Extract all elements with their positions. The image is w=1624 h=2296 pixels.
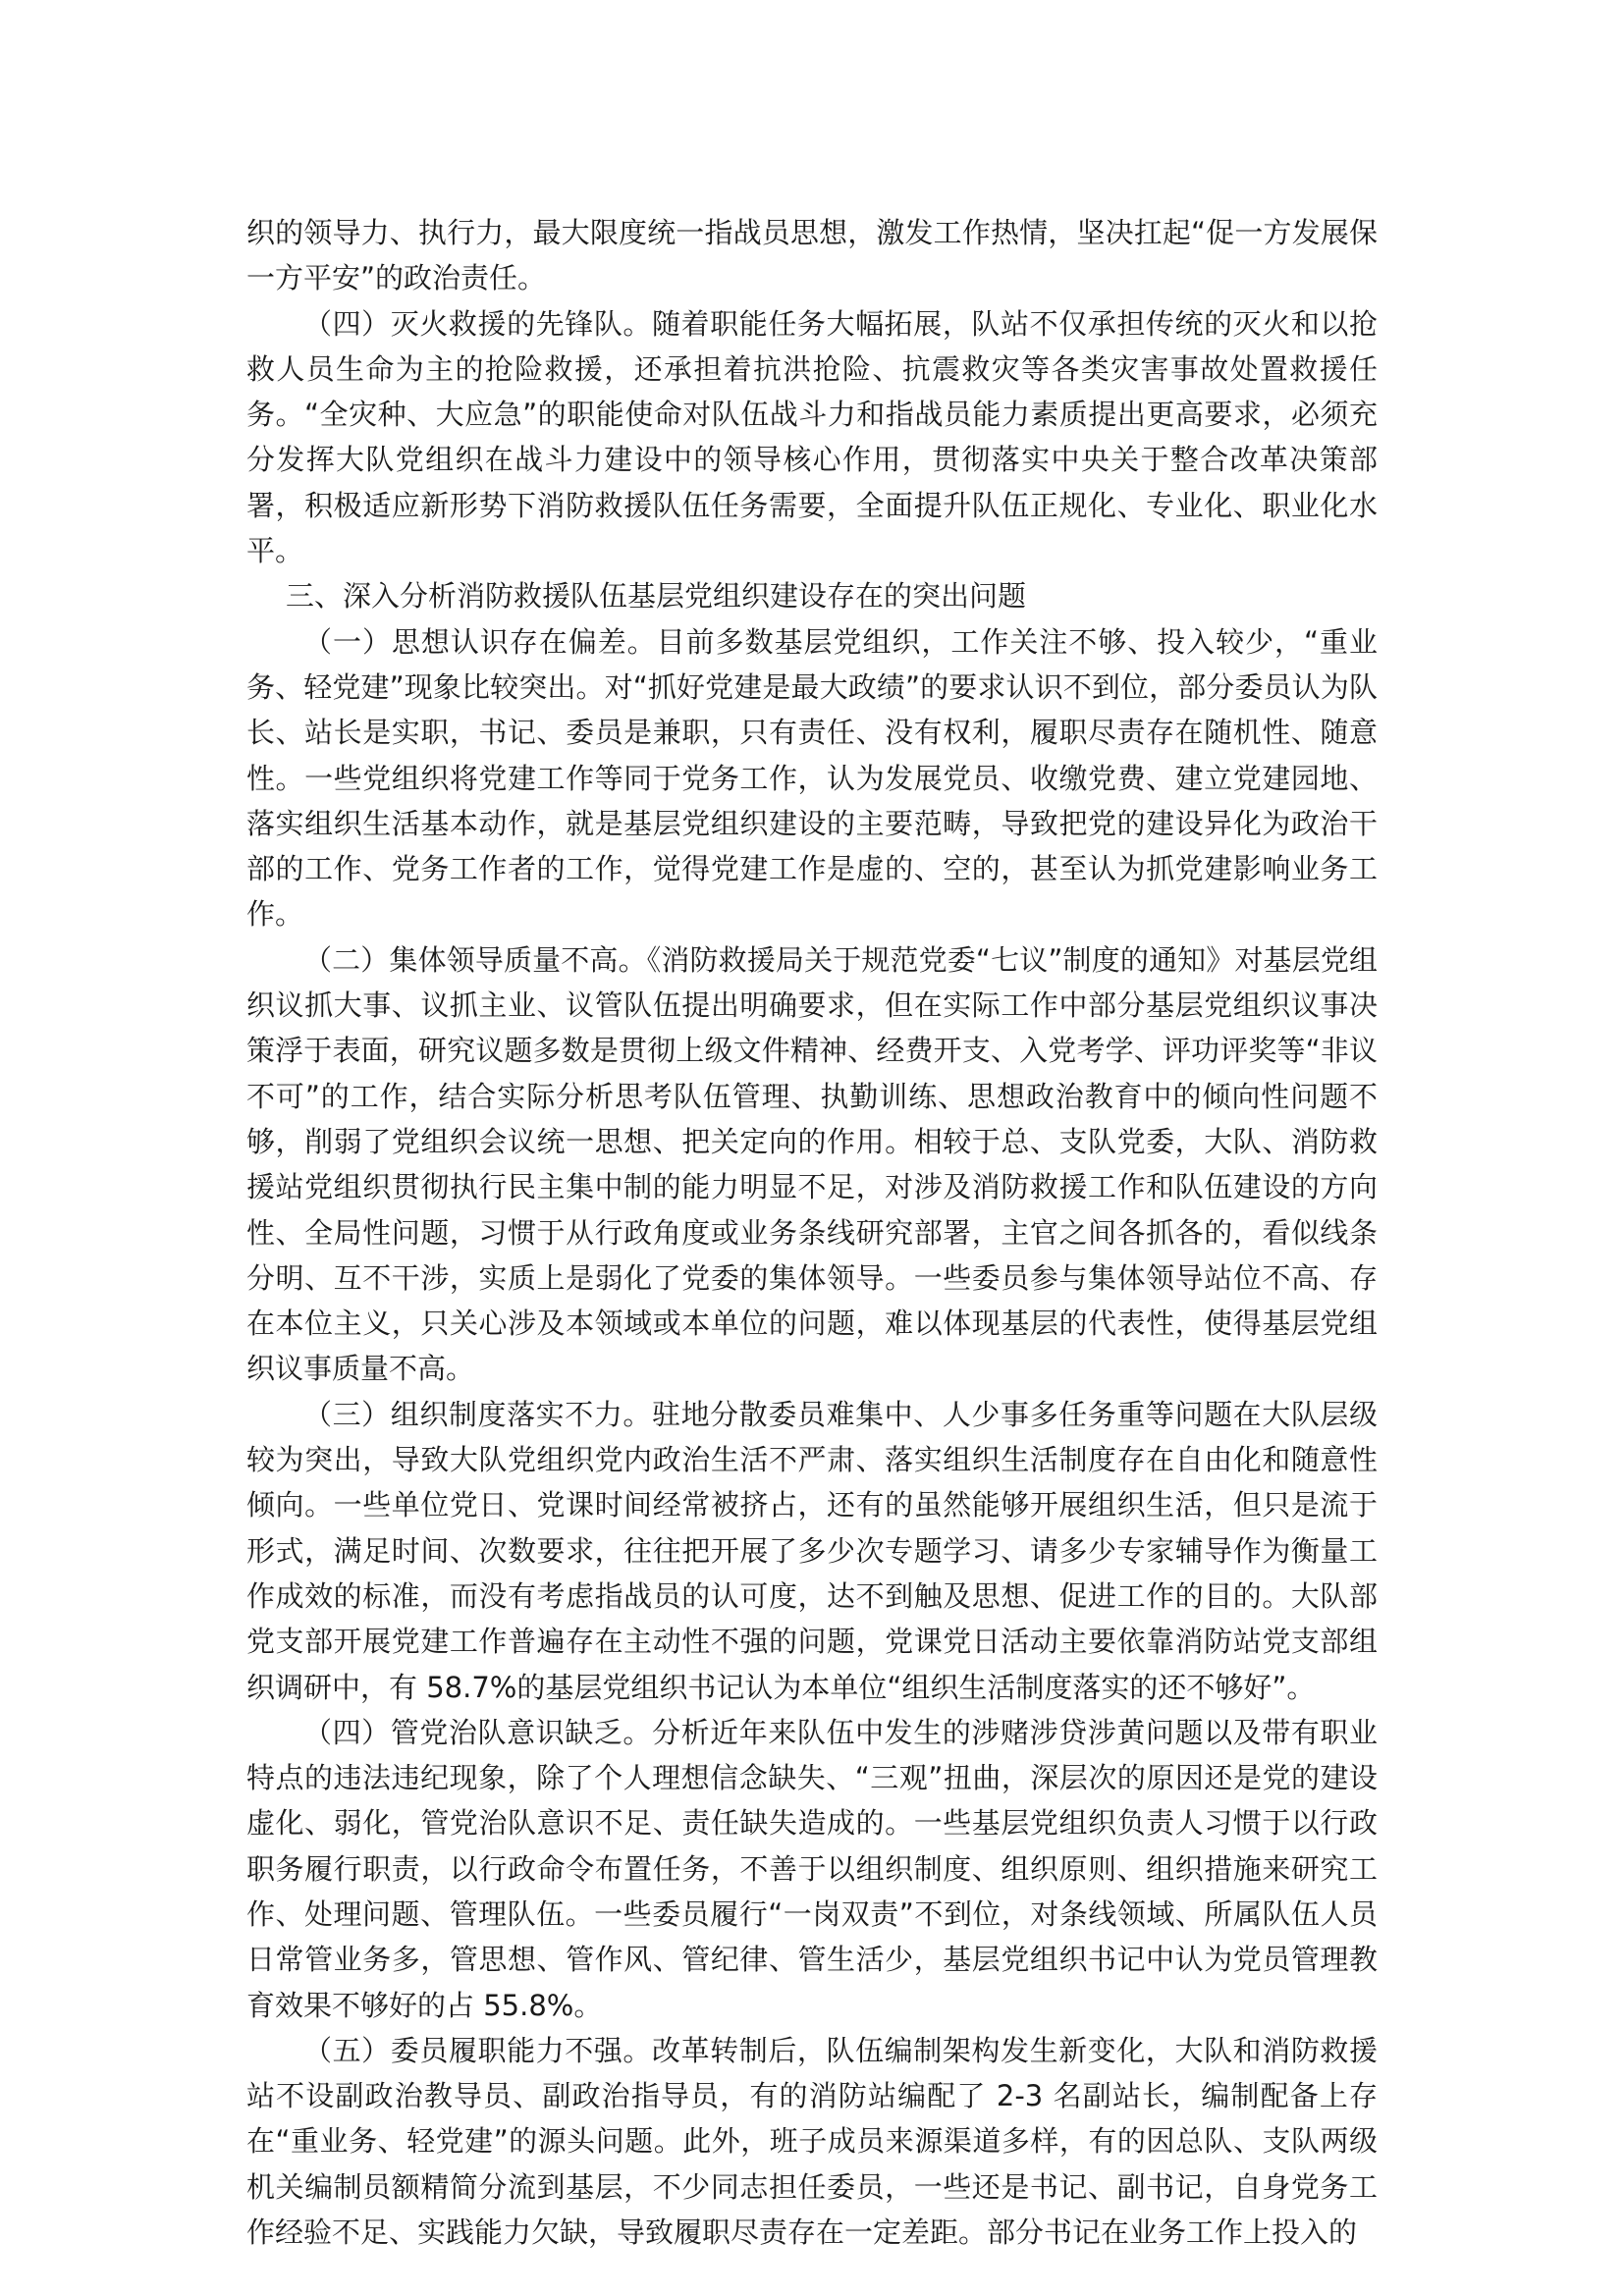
paragraph-continuation: 织的领导力、执行力，最大限度统一指战员思想，激发工作热情，坚决扛起“促一方发展保一方平安”的政治责任。 [246,216,1378,295]
paragraph-collective-leadership: （二）集体领导质量不高。《消防救援局关于规范党委“七议”制度的通知》对基层党组织议抓大事、议抓主业、议管队伍提出明确要求，但在实际工作中部分基层党组织议事决策浮于表面，研究议题多数是贯彻上级文件精神、经费开支、入党考学、评功评奖等“非议不可”的工作，结合实际分析思考队伍管理、执勤训练、思想政治教育中的倾向性问题不够，削弱了党组织会议统一思想、把关定向的作用。相较于总、支队党委，大队、消防救援站党组织贯彻执行民主集中制的能力明显不足，对涉及消防救援工作和队伍建设的方向性、全局性问题，习惯于从行政角度或业务条线研究部署，主官之间各抓各的，看似线条分明、互不干涉，实质上是弱化了党委的集体领导。一些委员参与集体领导站位不高、存在本位主义，只关心涉及本领域或本单位的问题，难以体现基层的代表性，使得基层党组织议事质量不高。 [246,942,1378,1386]
paragraph-committee-capability: （五）委员履职能力不强。改革转制后，队伍编制架构发生新变化，大队和消防救援站不设副政治教导员、副政治指导员，有的消防站编配了 2-3 名副站长，编制配备上存在“重业务、轻党建”的源头问题。此外，班子成员来源渠道多样，有的因总队、支队两级机关编制员额精简分流到基层，不少同志担任委员，一些还是书记、副书记，自身党务工作经验不足、实践能力欠缺，导致履职尽责存在一定差距。部分书记在业务工作上投入的 [246,2033,1378,2250]
paragraph-party-governance: （四）管党治队意识缺乏。分析近年来队伍中发生的涉赌涉贷涉黄问题以及带有职业特点的违法违纪现象，除了个人理想信念缺失、“三观”扭曲，深层次的原因还是党的建设虚化、弱化，管党治队意识不足、责任缺失造成的。一些基层党组织负责人习惯于以行政职务履行职责，以行政命令布置任务，不善于以组织制度、组织原则、组织措施来研究工作、处理问题、管理队伍。一些委员履行“一岗双责”不到位，对条线领域、所属队伍人员日常管业务多，管思想、管作风、管纪律、管生活少，基层党组织书记中认为党员管理教育效果不够好的占 55.8%。 [246,1715,1378,2022]
paragraph-ideological-awareness: （一）思想认识存在偏差。目前多数基层党组织，工作关注不够、投入较少，“重业务、轻党建”现象比较突出。对“抓好党建是最大政绩”的要求认识不到位，部分委员认为队长、站长是实职，书记、委员是兼职，只有责任、没有权利，履职尽责存在随机性、随意性。一些党组织将党建工作等同于党务工作，认为发展党员、收缴党费、建立党建园地、落实组织生活基本动作，就是基层党组织建设的主要范畴，导致把党的建设异化为政治干部的工作、党务工作者的工作，觉得党建工作是虚的、空的，甚至认为抓党建影响业务工作。 [246,624,1378,932]
document-page [246,210,1378,2255]
paragraph-organizational-system: （三）组织制度落实不力。驻地分散委员难集中、人少事多任务重等问题在大队层级较为突出，导致大队党组织党内政治生活不严肃、落实组织生活制度存在自由化和随意性倾向。一些单位党日、党课时间经常被挤占，还有的虽然能够开展组织生活，但只是流于形式，满足时间、次数要求，往往把开展了多少次专题学习、请多少专家辅导作为衡量工作成效的标准，而没有考虑指战员的认可度，达不到触及思想、促进工作的目的。大队部党支部开展党建工作普遍存在主动性不强的问题，党课党日活动主要依靠消防站党支部组织调研中，有 58.7%的基层党组织书记认为本单位“组织生活制度落实的还不够好”。 [246,1397,1378,1704]
section-heading-three: 三、深入分析消防救援队伍基层党组织建设存在的突出问题 [286,579,1027,614]
paragraph-firefighting-vanguard: （四）灭火救援的先锋队。随着职能任务大幅拓展，队站不仅承担传统的灭火和以抢救人员生命为主的抢险救援，还承担着抗洪抢险、抗震救灾等各类灾害事故处置救援任务。“全灾种、大应急”的职能使命对队伍战斗力和指战员能力素质提出更高要求，必须充分发挥大队党组织在战斗力建设中的领导核心作用，贯彻落实中央关于整合改革决策部署，积极适应新形势下消防救援队伍任务需要，全面提升队伍正规化、专业化、职业化水平。 [246,306,1378,568]
